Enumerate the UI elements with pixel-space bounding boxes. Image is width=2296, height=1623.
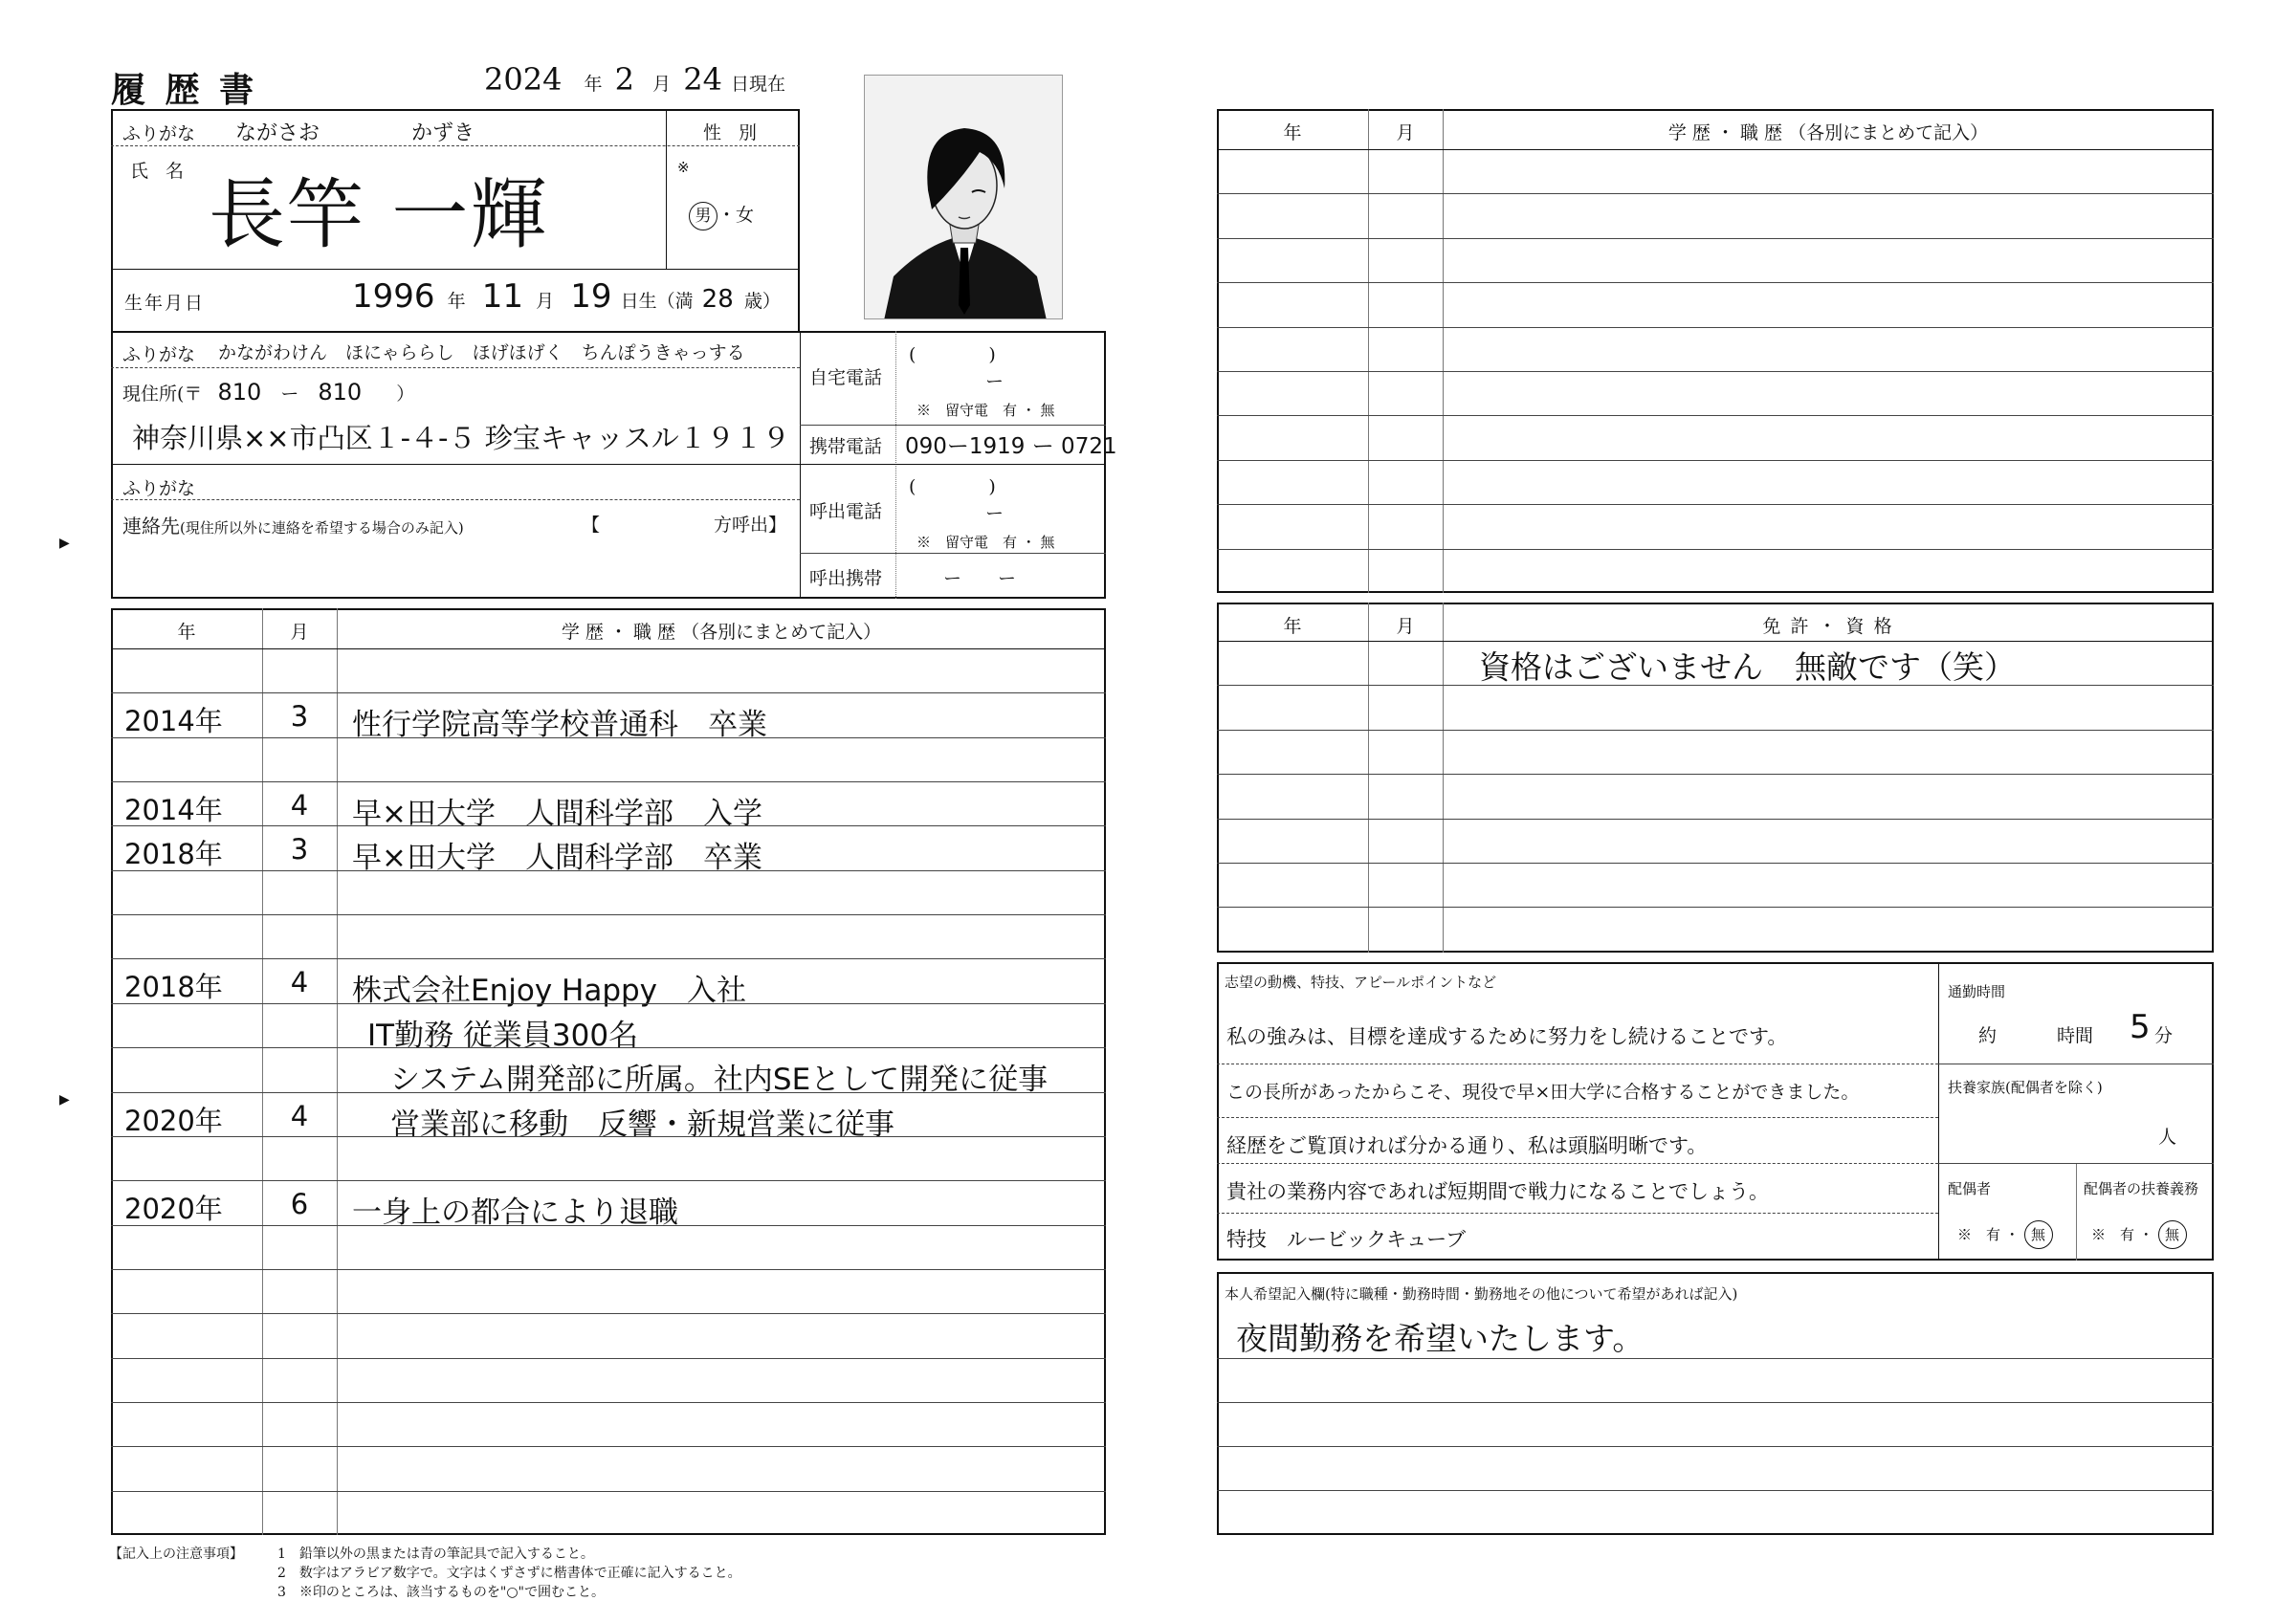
licenses-col-month: 月	[1396, 616, 1415, 637]
history-left-row-line	[111, 958, 1106, 959]
history-left-row-line	[111, 1092, 1106, 1093]
home-phone-note: ※ 留守電 有 ・ 無	[916, 402, 1055, 419]
furigana-last: ながさお	[235, 121, 320, 145]
margin-arrow-bottom: ▶	[59, 1092, 70, 1108]
notes-heading: 【記入上の注意事項】	[109, 1546, 243, 1562]
history-left-month: 3	[290, 833, 309, 866]
gender-note: ※	[677, 159, 690, 176]
date-month-unit: 月	[652, 74, 672, 95]
portrait-image	[865, 76, 1063, 319]
wishes-label: 本人希望記入欄(特に職種・勤務時間・勤務地その他について希望があれば記入)	[1225, 1285, 1738, 1303]
name-label: 氏 名	[130, 161, 190, 182]
history-right-row-line	[1217, 238, 2214, 239]
motivation-box	[1217, 962, 2214, 1261]
date-current	[484, 61, 785, 98]
wishes-text: 夜間勤務を希望いたします。	[1236, 1320, 1645, 1357]
gender-male-circled: 男	[689, 202, 718, 230]
spouse-options	[1957, 1220, 2053, 1249]
history-left-row-line	[111, 737, 1106, 738]
motivation-line-4: 貴社の業務内容であれば短期間で戦力になることでしょう。	[1226, 1180, 1769, 1203]
history-right-col-year: 年	[1283, 122, 1302, 143]
history-right-col-month: 月	[1396, 122, 1415, 143]
history-left-desc: 性行学院高等学校普通科 卒業	[352, 708, 767, 743]
license-row-line	[1217, 730, 2214, 731]
history-left-month: 6	[290, 1188, 309, 1221]
date-day: 24	[683, 61, 722, 98]
wishes-row-line	[1217, 1402, 2214, 1403]
birth-year-unit: 年	[447, 291, 466, 312]
call-phone-note: ※ 留守電 有 ・ 無	[916, 534, 1055, 551]
margin-arrow-top: ▶	[59, 536, 70, 551]
spouse-duty-none-circled: 無	[2158, 1220, 2187, 1249]
birth-month: 11	[481, 277, 523, 316]
birth-day: 19	[570, 277, 612, 316]
birth-year: 1996	[352, 277, 435, 316]
history-left-row-line	[111, 1402, 1106, 1403]
history-right-row-line	[1217, 327, 2214, 328]
history-right-row-line	[1217, 460, 2214, 461]
birth-month-unit: 月	[536, 291, 555, 312]
history-left-row-line	[111, 692, 1106, 693]
notes-item-3: 3 ※印のところは、該当するものを"○"で囲むこと。	[277, 1585, 606, 1600]
spouse-duty-label: 配偶者の扶養義務	[2084, 1180, 2199, 1197]
history-left-row-line	[111, 1047, 1106, 1048]
history-left-row-line	[111, 914, 1106, 915]
birth-day-unit: 日生（満	[620, 291, 694, 312]
gender-female: 女	[736, 205, 755, 226]
history-left-col-desc: 学 歴 ・ 職 歴 （各別にまとめて記入）	[561, 622, 882, 643]
contact-furigana-label: ふりがな	[122, 478, 196, 499]
history-left-desc: 早×田大学 人間科学部 卒業	[352, 841, 762, 876]
history-left-desc: 株式会社Enjoy Happy 入社	[352, 974, 747, 1009]
notes-item-2: 2 数字はアラビア数字で。文字はくずさずに楷書体で正確に記入すること。	[277, 1566, 741, 1581]
call-mobile-value: ー ー	[943, 568, 1017, 589]
history-right-row-line	[1217, 282, 2214, 283]
history-left-row-line	[111, 1446, 1106, 1447]
licenses-col-desc: 免 許 ・ 資 格	[1762, 616, 1894, 637]
license-entry-1: 資格はございません 無敵です（笑）	[1479, 648, 2016, 686]
wishes-row-line	[1217, 1358, 2214, 1359]
license-row-line	[1217, 907, 2214, 908]
contact-note: (現住所以外に連絡を希望する場合のみ記入)	[180, 519, 464, 537]
history-left-row-line	[111, 1225, 1106, 1226]
address-box	[111, 331, 1106, 599]
license-row-line	[1217, 819, 2214, 820]
spouse-none-circled: 無	[2024, 1220, 2053, 1249]
zip-separator: ー	[280, 384, 299, 405]
spouse-duty-options	[2091, 1220, 2187, 1249]
history-left-row-line	[111, 781, 1106, 782]
history-right-col-desc: 学 歴 ・ 職 歴 （各別にまとめて記入）	[1667, 122, 1989, 143]
spouse-options-text: ※ 有 ・	[1957, 1226, 2020, 1243]
age-unit: 歳）	[743, 291, 781, 312]
motivation-line-5: 特技 ルービックキューブ	[1226, 1228, 1467, 1251]
address-furigana: かながわけん ほにゃららし ほげほげく ちんぽうきゃっする	[218, 342, 745, 363]
commute-label: 通勤時間	[1948, 983, 2006, 1000]
age-value: 28	[701, 285, 734, 314]
history-left-row-line	[111, 1313, 1106, 1314]
history-right-row-line	[1217, 415, 2214, 416]
full-name: 長竿 一輝	[209, 170, 549, 259]
motivation-line-3: 経歴をご覧頂ければ分かる通り、私は頭脳明晰です。	[1226, 1134, 1708, 1157]
contact-label-row	[122, 511, 464, 538]
history-left-year: 2020年	[124, 1193, 223, 1226]
history-left-row-line	[111, 1358, 1106, 1359]
history-left-desc: IT勤務 従業員300名	[367, 1018, 639, 1053]
wishes-row-line	[1217, 1446, 2214, 1447]
commute-approx: 約	[1978, 1025, 1998, 1046]
contact-label: 連絡先	[122, 515, 180, 537]
address-label: 現住所(〒	[122, 384, 203, 405]
history-left-desc: 営業部に移動 反響・新規営業に従事	[390, 1107, 894, 1142]
birthdate-value	[352, 277, 781, 316]
home-phone-label: 自宅電話	[809, 367, 883, 388]
history-left-row-line	[111, 1136, 1106, 1137]
history-right-row-line	[1217, 549, 2214, 550]
wishes-row-line	[1217, 1490, 2214, 1491]
birthdate-label: 生年月日	[124, 293, 206, 314]
date-year: 2024	[484, 61, 563, 98]
mobile-phone-label: 携帯電話	[809, 436, 883, 457]
motivation-line-2: この長所があったからこそ、現役で早×田大学に合格することができました。	[1226, 1082, 1860, 1103]
history-table-right	[1217, 109, 2214, 593]
gender-label: 性 別	[702, 122, 763, 143]
spouse-duty-options-text: ※ 有 ・	[2091, 1226, 2153, 1243]
id-photo	[864, 75, 1063, 319]
history-left-month: 4	[290, 789, 309, 822]
commute-hours-unit: 時間	[2057, 1025, 2094, 1046]
history-left-row-line	[111, 870, 1106, 871]
history-left-year: 2014年	[124, 794, 223, 827]
wishes-box	[1217, 1272, 2214, 1535]
home-phone-paren: ( )	[909, 344, 996, 365]
spouse-label: 配偶者	[1948, 1180, 1992, 1197]
license-row-line	[1217, 685, 2214, 686]
history-left-year: 2014年	[124, 705, 223, 738]
history-left-year: 2020年	[124, 1104, 223, 1137]
history-left-year: 2018年	[124, 971, 223, 1004]
address-furigana-label: ふりがな	[122, 344, 196, 365]
history-left-row-line	[111, 1003, 1106, 1004]
commute-minutes-unit: 分	[2154, 1025, 2174, 1046]
dependents-label: 扶養家族(配偶者を除く)	[1948, 1079, 2103, 1096]
commute-minutes: 5	[2130, 1008, 2151, 1046]
motivation-line-1: 私の強みは、目標を達成するために努力をし続けることです。	[1226, 1025, 1788, 1048]
gender-separator: ・	[718, 205, 737, 226]
history-left-month: 3	[290, 700, 309, 734]
call-phone-label: 呼出電話	[809, 501, 883, 522]
address-value: 神奈川県××市凸区１-４-５ 珍宝キャッスル１９１９	[132, 422, 790, 454]
license-row-line	[1217, 774, 2214, 775]
history-left-col-month: 月	[290, 622, 309, 643]
date-month: 2	[614, 61, 634, 98]
address-label-row	[122, 379, 414, 406]
zip-close: ）	[396, 384, 415, 405]
history-right-row-line	[1217, 193, 2214, 194]
mobile-phone-value: 090ー1919 ー 0721	[905, 434, 1117, 459]
notes-item-1: 1 鉛筆以外の黒または青の筆記具で記入すること。	[277, 1546, 594, 1562]
history-left-row-line	[111, 1180, 1106, 1181]
gender-options	[689, 201, 754, 230]
license-row-line	[1217, 863, 2214, 864]
zip-second: 810	[318, 379, 363, 406]
contact-bracket-open: 【	[582, 515, 601, 536]
licenses-col-year: 年	[1283, 616, 1302, 637]
contact-bracket-close: 方呼出】	[714, 515, 787, 536]
history-left-row-line	[111, 825, 1106, 826]
call-phone-paren: ( )	[909, 476, 996, 497]
history-left-month: 4	[290, 966, 309, 999]
call-mobile-label: 呼出携帯	[809, 568, 883, 589]
date-year-unit: 年	[584, 74, 603, 95]
dependents-unit: 人	[2158, 1127, 2177, 1148]
document-title: 履 歴 書	[111, 71, 258, 110]
call-phone-dash: ー	[985, 503, 1004, 524]
history-left-year: 2018年	[124, 838, 223, 871]
zip-first: 810	[217, 379, 262, 406]
history-left-col-year: 年	[177, 622, 196, 643]
date-day-suffix: 日現在	[731, 74, 786, 95]
history-right-row-line	[1217, 371, 2214, 372]
history-left-desc: 一身上の都合により退職	[352, 1195, 678, 1231]
home-phone-dash: ー	[985, 371, 1004, 392]
history-left-month: 4	[290, 1099, 309, 1132]
history-left-row-line	[111, 1491, 1106, 1492]
history-left-desc: システム開発部に所属。社内SEとして開発に従事	[390, 1063, 1049, 1098]
history-left-row-line	[111, 1269, 1106, 1270]
furigana-first: かずき	[411, 121, 475, 145]
motivation-label: 志望の動機、特技、アピールポイントなど	[1225, 974, 1497, 991]
history-right-row-line	[1217, 504, 2214, 505]
history-left-desc: 早×田大学 人間科学部 入学	[352, 797, 762, 832]
furigana-label: ふりがな	[122, 123, 196, 144]
